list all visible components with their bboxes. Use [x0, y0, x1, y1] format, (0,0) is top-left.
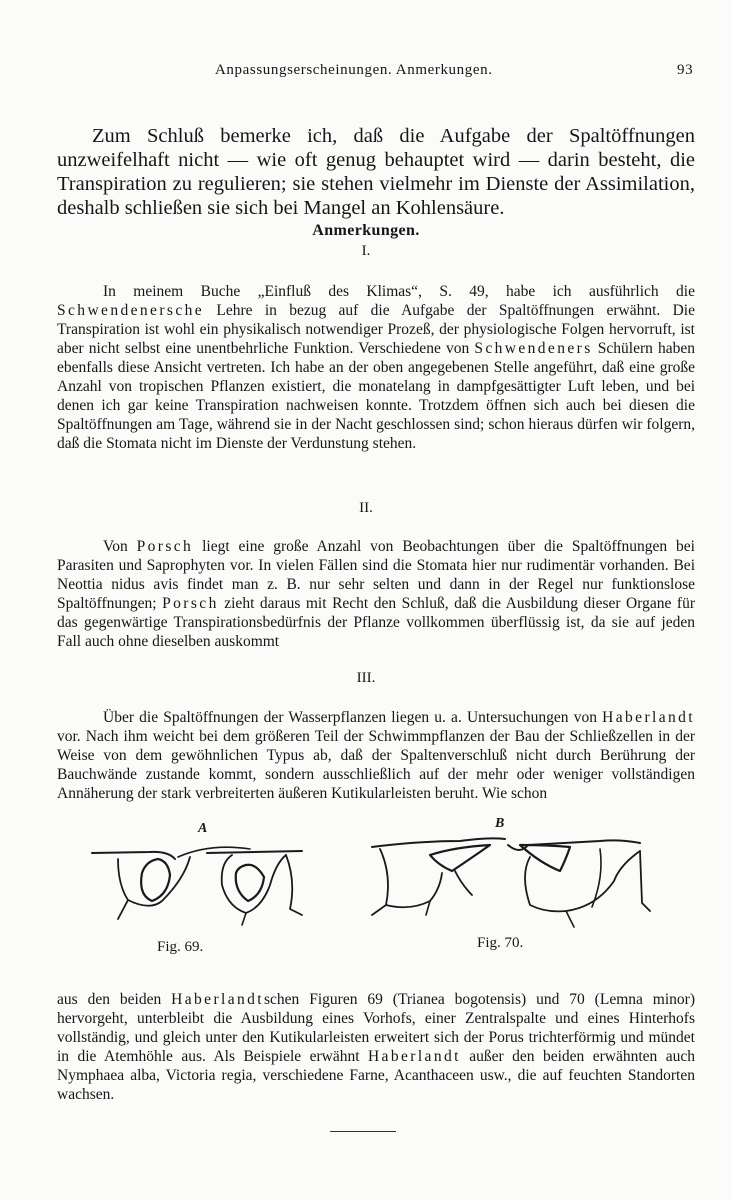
figures-block — [0, 815, 732, 965]
note-paragraph-2 — [57, 537, 695, 651]
note-paragraph-3 — [57, 708, 695, 803]
spaced-name: Haberlandt — [367, 1047, 461, 1065]
text-run: zieht daraus mit Recht den Schluß, daß die Ausbildung dieser Organe für das gegenwärtige Transpirationsbedürfnis der Pflanze vollkommen überflüssig ist, da sie auf jeden Fall auch ohne dieselben auskommt — [57, 594, 695, 650]
spaced-name: Haberlandt — [602, 708, 695, 726]
text-run: Schülern haben ebenfalls diese Ansicht vertreten. Ich habe an der oben angegebenen Stelle angeführt, daß eine große Anzahl von tropischen Pflanzen existiert, die monatelang in dampfgesättigter Luft leben, und bei denen ich gar keine Transpiration nachweisen konnte. Trotzdem öffnen sich auch bei diesen die Spaltöffnungen am Tage, während sie in der Nacht geschlossen sind; schon hieraus dürfen wir folgern, daß die Stomata nicht im Dienste der Verdunstung stehen. — [57, 339, 695, 452]
text-run: Von — [103, 537, 137, 555]
note-paragraph-1 — [57, 282, 695, 453]
text-run: Über die Spaltöffnungen der Wasserpflanzen liegen u. a. Untersuchungen von — [103, 708, 603, 726]
page-header — [0, 62, 732, 84]
section-numeral-2: II. — [359, 500, 373, 516]
figure-70-drawing — [372, 838, 650, 927]
spaced-name: Schwendeners — [474, 339, 593, 357]
text-run: außer den beiden erwähnten auch Nymphaea alba, Victoria regia, verschiedene Farne, Acanthaceen usw., die auf feuchten Standorten wachsen. — [57, 1047, 695, 1103]
text-run: schen Figuren 69 (Trianea bogotensis) und 70 (Lemna minor) hervorgeht, unterbleibt die Ausbildung eines Vorhofs, einer Zentralspalte und eines Hinterhofs vollständig, und gleich unter den Kutikularleisten erweitert sich der Porus trichterförmig und mündet in die Atemhöhle aus. Als Beispiele erwähnt — [57, 990, 695, 1065]
figure-70-letter: B — [495, 816, 505, 831]
section-numeral-3: III. — [356, 670, 376, 686]
spaced-name: Schwendenersche — [57, 301, 205, 319]
running-title: Anpassungserscheinungen. Anmerkungen. — [215, 62, 493, 78]
figure-69-letter: A — [198, 821, 208, 836]
figure-69-drawing — [92, 847, 302, 925]
stomata-figures — [0, 815, 732, 965]
text-run: In meinem Buche „Einfluß des Klimas“, S. 49, habe ich ausführlich die — [103, 282, 695, 300]
closing-paragraph — [57, 990, 695, 1104]
figure-70-caption: Fig. 70. — [477, 935, 524, 951]
text-run: aus den beiden — [57, 990, 172, 1008]
closing-rule — [330, 1131, 396, 1132]
figure-69-caption: Fig. 69. — [157, 939, 204, 955]
text-run: vor. Nach ihm weicht bei dem größeren Teil der Schwimmpflanzen der Bau der Schließzellen in der Weise von dem gewöhnlichen Typus ab, daß der Spaltenverschluß nicht durch Berührung der Bauchwände zustande kommt, sondern ausschließlich auf der mehr oder weniger vollständigen Annäherung der stark verbreiterten äußeren Kutikularleisten beruht. Wie schon — [57, 727, 695, 802]
notes-heading: Anmerkungen. — [312, 222, 420, 239]
section-numeral-1: I. — [361, 243, 371, 259]
lead-paragraph: Zum Schluß bemerke ich, daß die Aufgabe der Spaltöffnungen unzweifelhaft nicht — wie oft genug behauptet wird — darin besteht, die Transpiration zu regulieren; sie stehen vielmehr im Dienste der Assimilation, deshalb schließen sie sich bei Mangel an Kohlensäure. — [57, 124, 695, 219]
page-number: 93 — [677, 62, 694, 78]
spaced-name: Porsch — [136, 537, 194, 555]
spaced-name: Haberlandt — [171, 990, 265, 1008]
spaced-name: Porsch — [162, 594, 219, 612]
text-run: Lehre in bezug auf die Aufgabe der Spaltöffnungen erwähnt. Die Transpiration ist wohl ein physikalisch notwendiger Prozeß, der physiologische Folgen hervorruft, ist aber nicht selbst eine unentbehrliche Funktion. Verschiedene von — [57, 301, 695, 357]
text-run: liegt eine große Anzahl von Beobachtungen über die Spaltöffnungen bei Parasiten und Saprophyten vor. In vielen Fällen sind die Stomata hier nur rudimentär vorhanden. Bei Neottia nidus avis findet man z. B. nur sehr selten und dann in der Regel nur funktionslose Spaltöffnungen; — [57, 537, 695, 612]
